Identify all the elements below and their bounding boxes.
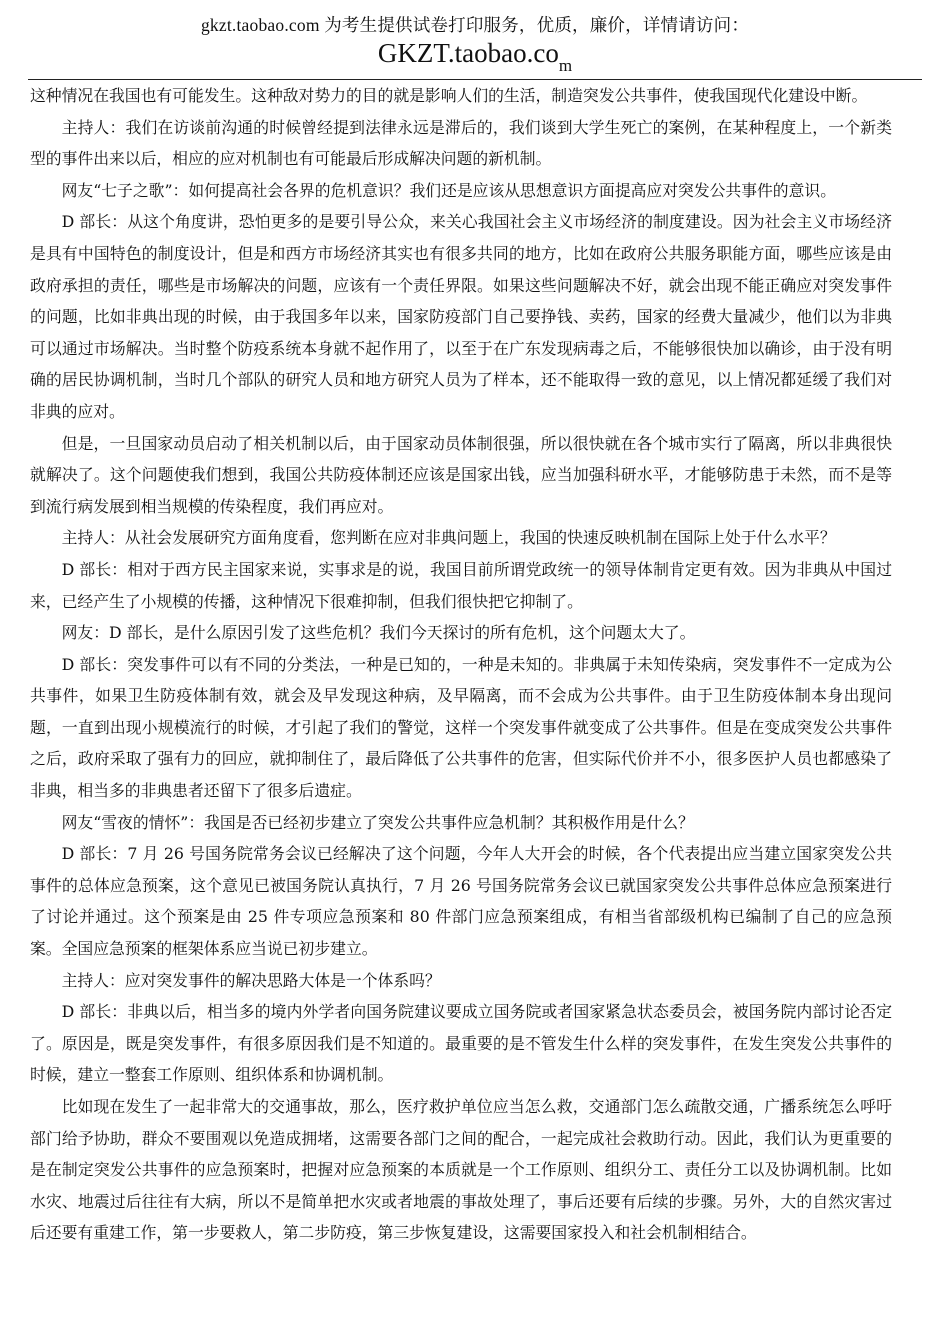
paragraph: 网友“七子之歌”：如何提高社会各界的危机意识？我们还是应该从思想意识方面提高应对突发公共事件的意识。 <box>61 180 836 200</box>
article-body <box>30 80 892 1249</box>
paragraph: D 部长：相对于西方民主国家来说，实事求是的说，我国目前所谓党政统一的领导体制肯定更有效。因为非典从中国过来，已经产生了小规模的传播，这种情况下很难抑制，但我们很快把它抑制了。 <box>30 559 892 611</box>
paragraph: 网友“雪夜的情怀”：我国是否已经初步建立了突发公共事件应急机制？其积极作用是什么？ <box>61 812 694 832</box>
paragraph: D 部长：7 月 26 号国务院常务会议已经解决了这个问题，今年人大开会的时候，各个代表提出应当建立国家突发公共事件的总体应急预案，这个意见已被国务院认真执行，7 月 26 号国务院常务会议已就国家突发公共事件总体应急预案进行了讨论并通过。这个预案是由 25 件专项应急预案和 80 件部门应急预案组成，有相当省部级机构已编制了自己的应急预案。全国应急预案的框架体系应当说已初步建立。 <box>30 844 892 959</box>
paragraph: 但是，一旦国家动员启动了相关机制以后，由于国家动员体制很强，所以很快就在各个城市实行了隔离，所以非典很快就解决了。这个问题使我们想到，我国公共防疫体制还应该是国家出钱，应当加强科研水平，才能够防患于未然，而不是等到流行病发展到相当规模的传染程度，我们再应对。 <box>30 433 892 516</box>
paragraph: 主持人：我们在访谈前沟通的时候曾经提到法律永远是滞后的，我们谈到大学生死亡的案例，在某种程度上，一个新类型的事件出来以后，相应的应对机制也有可能最后形成解决问题的新机制。 <box>30 117 892 169</box>
paragraph: D 部长：从这个角度讲，恐怕更多的是要引导公众，来关心我国社会主义市场经济的制度建设。因为社会主义市场经济是具有中国特色的制度设计，但是和西方市场经济其实也有很多共同的地方，比如在政府公共服务职能方面，哪些应该是由政府承担的责任，哪些是市场解决的问题，应该有一个责任界限。如果这些问题解决不好，就会出现不能正确应对突发事件的问题，比如非典出现的时候，由于我国多年以来，国家防疫部门自己要挣钱、卖药，国家的经费大量减少，他们以为非典可以通过市场解决。当时整个防疫系统本身就不起作用了，以至于在广东发现病毒之后，不能够很快加以确诊，由于没有明确的居民协调机制，当时几个部队的研究人员和地方研究人员为了样本，还不能取得一致的意见，以上情况都延缓了我们对非典的应对。 <box>30 212 892 421</box>
header-site-sub: m <box>558 56 573 75</box>
page-header <box>0 14 950 75</box>
paragraph: D 部长：非典以后，相当多的境内外学者向国务院建议要成立国务院或者国家紧急状态委员会，被国务院内部讨论否定了。原因是，既是突发事件，有很多原因我们是不知道的。最重要的是不管发生什么样的突发事件，在发生突发公共事件的时候，建立一整套工作原则、组织体系和协调机制。 <box>30 1002 892 1085</box>
header-site-name <box>0 38 950 75</box>
header-ad-text: gkzt.taobao.com 为考生提供试卷打印服务，优质，廉价，详情请访问： <box>200 15 750 35</box>
paragraph: 网友：D 部长，是什么原因引发了这些危机？我们今天探讨的所有危机，这个问题太大了。 <box>61 623 696 643</box>
paragraph: 这种情况在我国也有可能发生。这种敌对势力的目的就是影响人们的生活，制造突发公共事件，使我国现代化建设中断。 <box>30 86 868 105</box>
paragraph: 比如现在发生了一起非常大的交通事故，那么，医疗救护单位应当怎么救，交通部门怎么疏散交通，广播系统怎么呼吁部门给予协助，群众不要围观以免造成拥堵，这需要各部门之间的配合，一起完成社会救助行动。因此，我们认为更重要的是在制定突发公共事件的应急预案时，把握对应急预案的本质就是一个工作原则、组织分工、责任分工以及协调机制。比如水灾、地震过后往往有大病，所以不是简单把水灾或者地震的事故处理了，事后还要有后续的步骤。另外，大的自然灾害过后还要有重建工作，第一步要救人，第二步防疫，第三步恢复建设，这需要国家投入和社会机制相结合。 <box>30 1097 892 1243</box>
paragraph: 主持人：从社会发展研究方面角度看，您判断在应对非典问题上，我国的快速反映机制在国际上处于什么水平？ <box>61 528 836 548</box>
paragraph: D 部长：突发事件可以有不同的分类法，一种是已知的，一种是未知的。非典属于未知传染病，突发事件不一定成为公共事件，如果卫生防疫体制有效，就会及早发现这种病，及早隔离，而不会成为公共事件。由于卫生防疫体制本身出现问题，一直到出现小规模流行的时候，才引起了我们的警觉，这样一个突发事件就变成了公共事件。但是在变成突发公共事件之后，政府采取了强有力的回应，就抑制住了，最后降低了公共事件的危害，但实际代价并不小，很多医护人员也都感染了非典，相当多的非典患者还留下了很多后遗症。 <box>30 654 892 801</box>
paragraph: 主持人：应对突发事件的解决思路大体是一个体系吗？ <box>61 970 441 990</box>
header-site-main: GKZT.taobao.co <box>377 38 559 68</box>
